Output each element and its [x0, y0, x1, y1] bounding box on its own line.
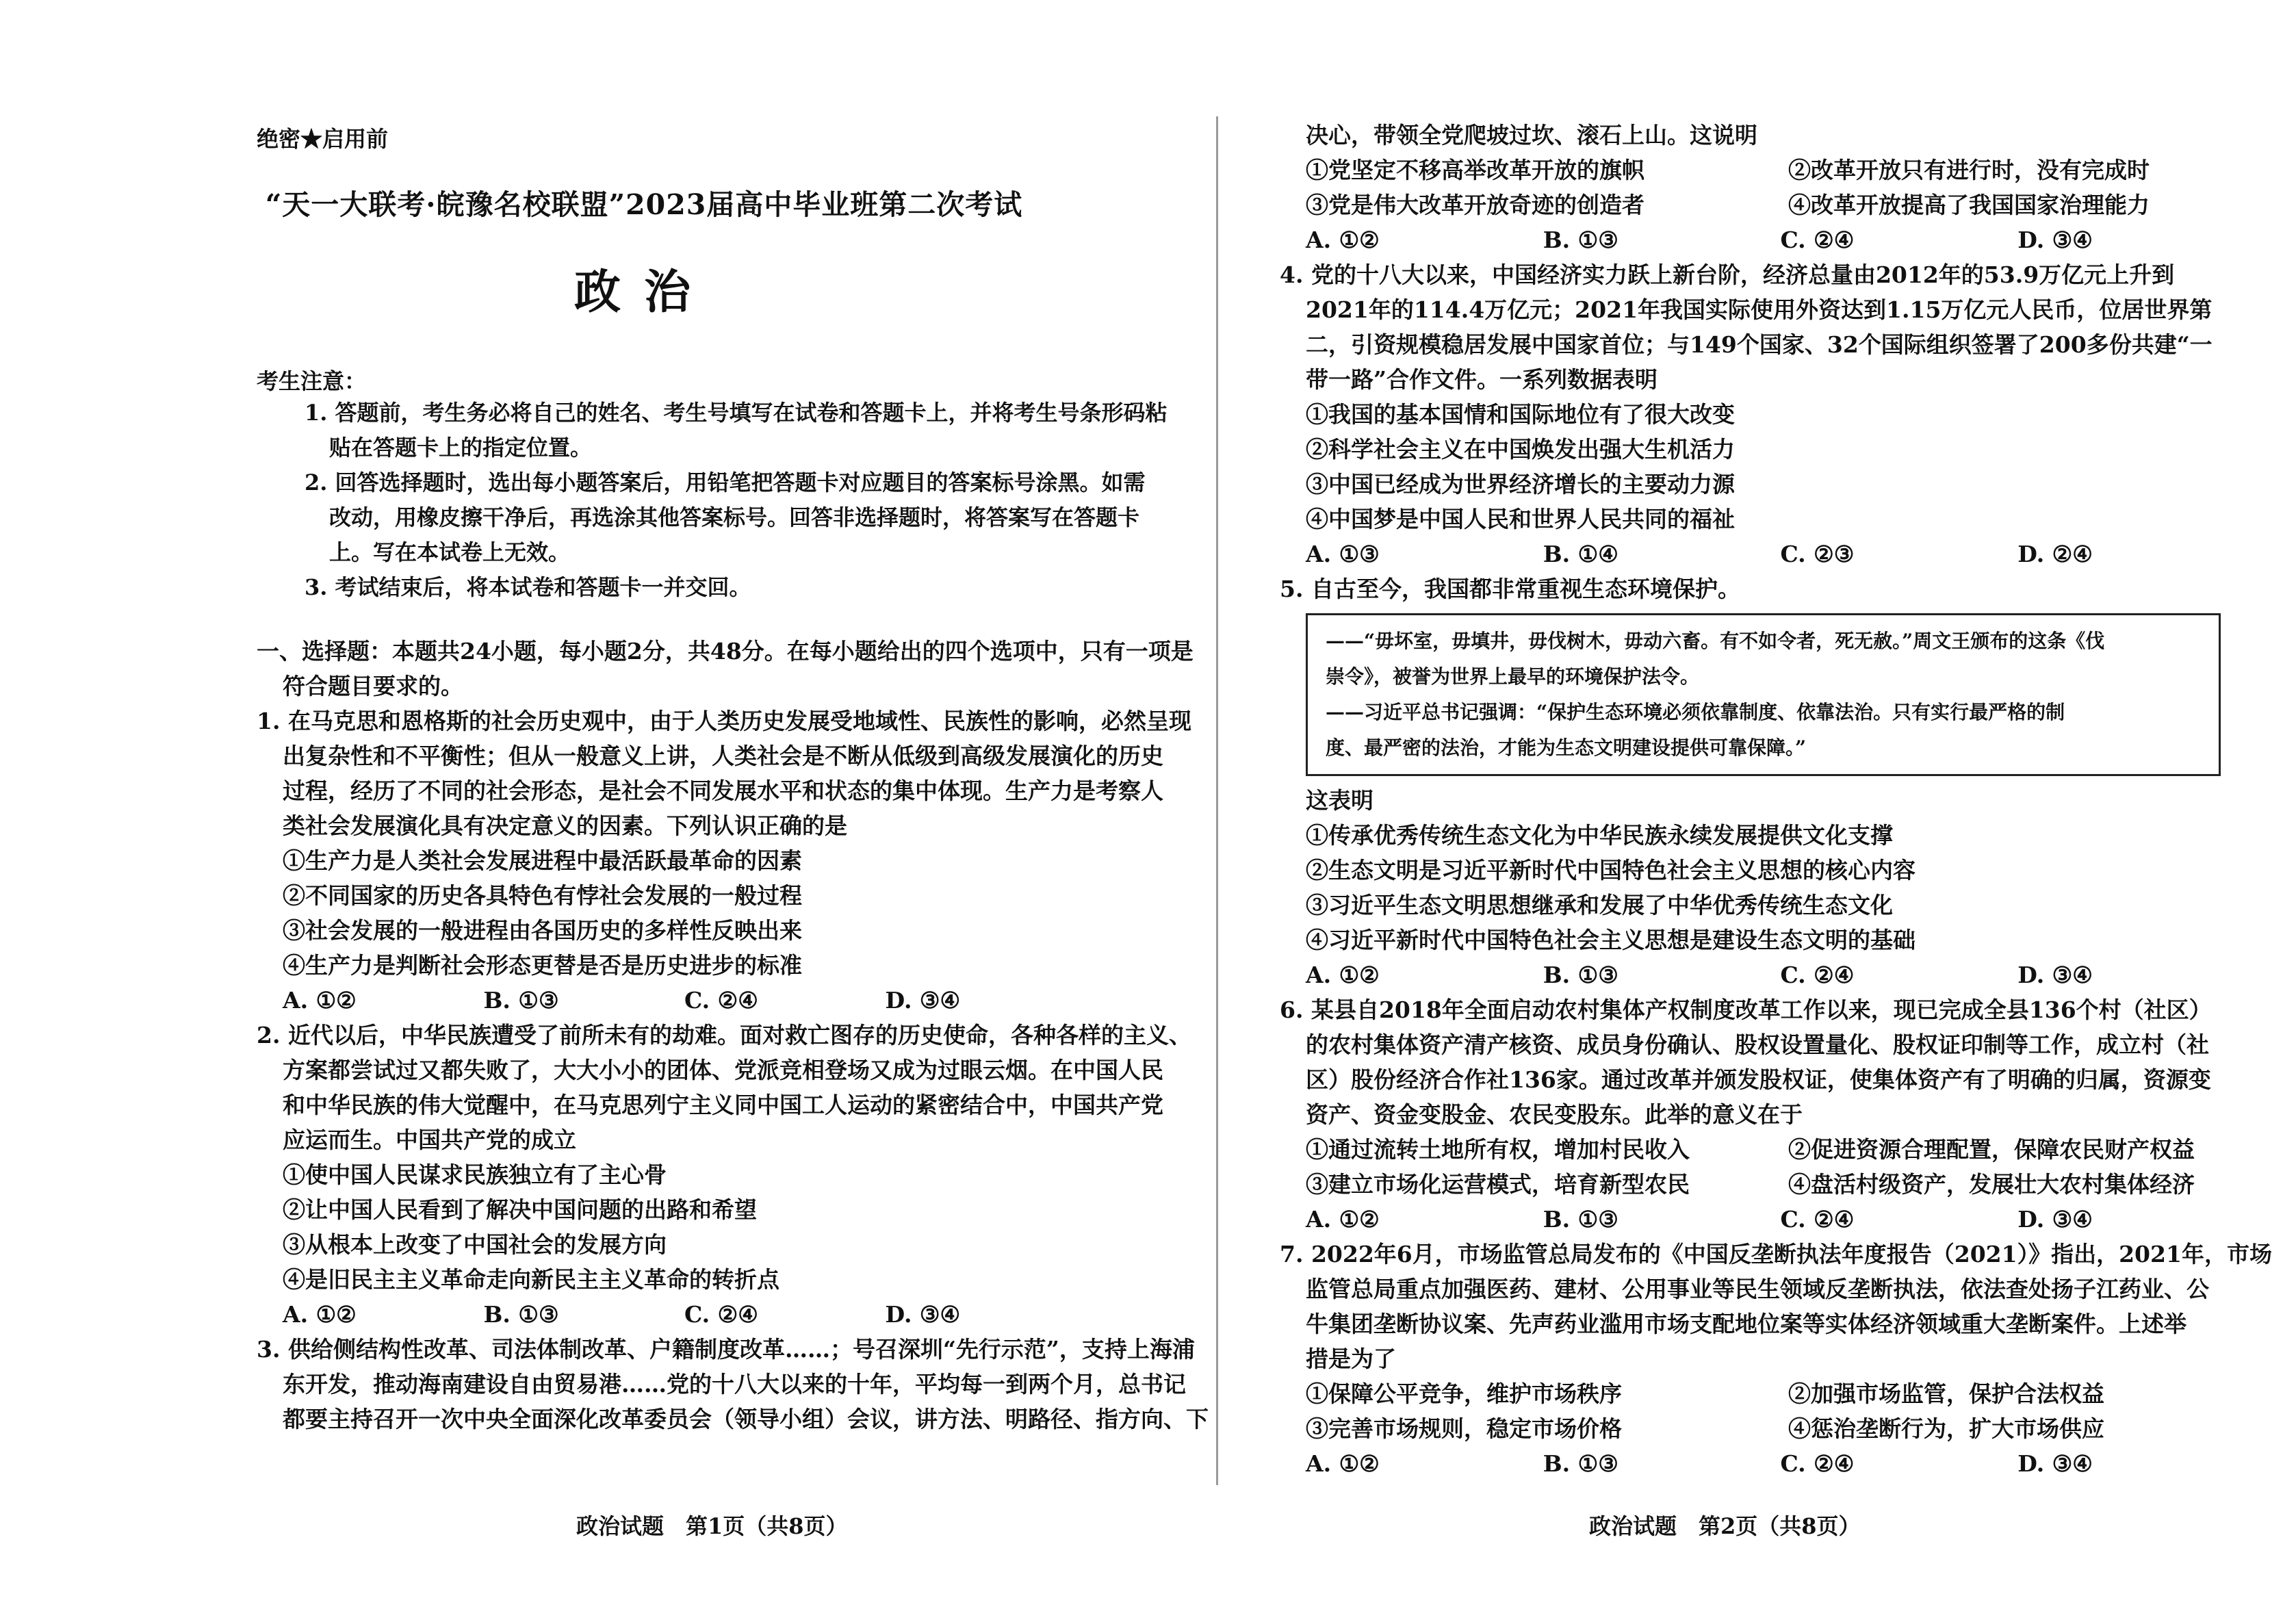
statement-option: ①使中国人民谋求民族独立有了主心骨 [283, 1161, 667, 1188]
choice-b[interactable]: B. ①③ [483, 987, 559, 1014]
section-heading-cont: 符合题目要求的。 [283, 673, 463, 699]
choice-a[interactable]: A. ①② [283, 1301, 357, 1328]
subject-title: 政治 [573, 265, 714, 320]
choice-b[interactable]: B. ①③ [1543, 1450, 1618, 1477]
notice-line: 上。写在本试卷上无效。 [329, 539, 571, 565]
choice-d[interactable]: D. ③④ [2017, 1450, 2093, 1477]
choice-a[interactable]: A. ①② [1306, 1206, 1380, 1233]
choice-c[interactable]: C. ②④ [1780, 962, 1855, 988]
answer-choices [1280, 957, 2255, 992]
statement-option: ②生态文明是习近平新时代中国特色社会主义思想的核心内容 [1306, 857, 1916, 884]
notice-line: 改动，用橡皮擦干净后，再选涂其他答案标号。回答非选择题时，将答案写在答题卡 [329, 504, 1140, 530]
question-stem: 东开发，推动海南建设自由贸易港……党的十八大以来的十年，平均每一到两个月，总书记 [283, 1371, 1186, 1398]
answer-choices [1280, 1446, 2255, 1481]
choice-b[interactable]: B. ①③ [1543, 1206, 1618, 1233]
statement-option: ②不同国家的历史各具特色有悖社会发展的一般过程 [283, 882, 802, 909]
statement-option: ②加强市场监管，保护合法权益 [1788, 1380, 2104, 1407]
choice-d[interactable]: D. ③④ [2017, 227, 2093, 253]
question-stem: 5. 自古至今，我国都非常重视生态环境保护。 [1280, 576, 1740, 602]
statement-option: ②改革开放只有进行时，没有完成时 [1788, 157, 2150, 183]
statement-option: ③完善市场规则，稳定市场价格 [1306, 1415, 1622, 1442]
statement-option: ②让中国人民看到了解决中国问题的出路和希望 [283, 1196, 757, 1223]
question-stem: 措是为了 [1306, 1346, 1396, 1372]
question-stem: 6. 某县自2018年全面启动农村集体产权制度改革工作以来，现已完成全县136个村（社区） [1280, 996, 2212, 1023]
statement-option-row [1280, 1376, 2255, 1411]
exam-page-2 [1225, 0, 2296, 1622]
choice-b[interactable]: B. ①③ [1543, 227, 1618, 253]
question-stem: 过程，经历了不同的社会形态，是社会不同发展水平和状态的集中体现。生产力是考察人 [283, 777, 1163, 804]
choice-d[interactable]: D. ③④ [2017, 962, 2093, 988]
question-stem: 都要主持召开一次中央全面深化改革委员会（领导小组）会议，讲方法、明路径、指方向、下 [283, 1406, 1209, 1432]
statement-option: ④生产力是判断社会形态更替是否是历史进步的标准 [283, 952, 802, 979]
statement-option: ③党是伟大改革开放奇迹的创造者 [1306, 192, 1644, 218]
statement-option: ①我国的基本国情和国际地位有了很大改变 [1306, 401, 1735, 428]
statement-option: ④习近平新时代中国特色社会主义思想是建设生态文明的基础 [1306, 927, 1916, 953]
question-4 [1280, 257, 2255, 571]
column-divider [1216, 116, 1218, 1485]
choice-b[interactable]: B. ①③ [483, 1301, 559, 1328]
statement-option: ③建立市场化运营模式，培育新型农民 [1306, 1171, 1690, 1198]
quote-line: ——习近平总书记强调：“保护生态环境必须依靠制度、依靠法治。只有实行最严格的制 [1326, 701, 2065, 723]
choice-b[interactable]: B. ①④ [1543, 541, 1618, 567]
section-heading: 一、选择题：本题共24小题，每小题2分，共48分。在每小题给出的四个选项中，只有一项是 [257, 638, 1194, 665]
question-stem: 区）股份经济合作社136家。通过改革并颁发股权证，使集体资产有了明确的归属，资源变 [1306, 1066, 2211, 1093]
question-1 [257, 704, 1191, 1018]
question-stem: 7. 2022年6月，市场监管总局发布的《中国反垄断执法年度报告（2021）》指出，2021年，市场 [1280, 1241, 2272, 1267]
choice-a[interactable]: A. ①② [283, 987, 357, 1014]
statement-option: ④惩治垄断行为，扩大市场供应 [1788, 1415, 2104, 1442]
confidential-mark: 绝密★启用前 [257, 126, 389, 152]
page-footer: 政治试题 第1页（共8页） [576, 1513, 848, 1539]
question-stem: 资产、资金变股金、农民变股东。此举的意义在于 [1306, 1101, 1803, 1128]
choice-c[interactable]: C. ②④ [1780, 227, 1855, 253]
statement-option-row [1280, 1411, 2255, 1446]
question-stem: 出复杂性和不平衡性；但从一般意义上讲，人类社会是不断从低级到高级发展演化的历史 [283, 743, 1163, 769]
statement-option: ③习近平生态文明思想继承和发展了中华优秀传统生态文化 [1306, 892, 1893, 918]
question-stem: 决心，带领全党爬坡过坎、滚石上山。这说明 [1306, 122, 1757, 149]
statement-option: ③社会发展的一般进程由各国历史的多样性反映出来 [283, 917, 802, 944]
statement-option-row [1280, 188, 2255, 222]
statement-option: ①保障公平竞争，维护市场秩序 [1306, 1380, 1622, 1407]
statement-option: ①传承优秀传统生态文化为中华民族永续发展提供文化支撑 [1306, 822, 1893, 849]
question-lead: 这表明 [1306, 787, 1373, 814]
question-stem: 类社会发展演化具有决定意义的因素。下列认识正确的是 [283, 812, 847, 839]
question-stem: 监管总局重点加强医药、建材、公用事业等民生领域反垄断执法，依法查处扬子江药业、公 [1306, 1276, 2209, 1302]
question-stem: 4. 党的十八大以来，中国经济实力跃上新台阶，经济总量由2012年的53.9万亿元上升到 [1280, 261, 2175, 288]
answer-choices [257, 983, 1086, 1018]
question-stem: 2. 近代以后，中华民族遭受了前所未有的劫难。面对救亡图存的历史使命，各种各样的主义、 [257, 1022, 1191, 1048]
question-stem: 3. 供给侧结构性改革、司法体制改革、户籍制度改革……；号召深圳“先行示范”，支持上海浦 [257, 1336, 1195, 1363]
statement-option: ③中国已经成为世界经济增长的主要动力源 [1306, 471, 1735, 498]
choice-d[interactable]: D. ②④ [2017, 541, 2093, 567]
statement-option: ④盘活村级资产，发展壮大农村集体经济 [1788, 1171, 2195, 1198]
choice-a[interactable]: A. ①② [1306, 962, 1380, 988]
question-2 [257, 1018, 1191, 1332]
choice-a[interactable]: A. ①③ [1306, 541, 1380, 567]
question-stem: 2021年的114.4万亿元；2021年我国实际使用外资达到1.15万亿元人民币，位居世界第 [1306, 296, 2213, 323]
question-stem: 应运而生。中国共产党的成立 [283, 1127, 576, 1153]
statement-option: ①通过流转土地所有权，增加村民收入 [1306, 1136, 1690, 1163]
choice-c[interactable]: C. ②④ [684, 1301, 758, 1328]
question-3-continued [1280, 118, 2255, 257]
choice-d[interactable]: D. ③④ [885, 987, 961, 1014]
question-stem: 牛集团垄断协议案、先声药业滥用市场支配地位案等实体经济领域重大垄断案件。上述举 [1306, 1311, 2187, 1337]
choice-c[interactable]: C. ②④ [1780, 1206, 1855, 1233]
choice-a[interactable]: A. ①② [1306, 1450, 1380, 1477]
statement-option-row [1280, 1167, 2255, 1202]
statement-option: ①生产力是人类社会发展进程中最活跃最革命的因素 [283, 847, 802, 874]
choice-c[interactable]: C. ②③ [1780, 541, 1855, 567]
question-3 [257, 1332, 1209, 1437]
statement-option: ②促进资源合理配置，保障农民财产权益 [1788, 1136, 2195, 1163]
notice-line: 贴在答题卡上的指定位置。 [329, 435, 593, 461]
page-footer: 政治试题 第2页（共8页） [1589, 1513, 1861, 1539]
question-stem: 方案都尝试过又都失败了，大大小小的团体、党派竞相登场又成为过眼云烟。在中国人民 [283, 1057, 1163, 1083]
notice-line: 1. 答题前，考生务必将自己的姓名、考生号填写在试卷和答题卡上，并将考生号条形码粘 [305, 400, 1168, 426]
statement-option: ③从根本上改变了中国社会的发展方向 [283, 1231, 667, 1258]
statement-option: ④改革开放提高了我国国家治理能力 [1788, 192, 2150, 218]
answer-choices [1280, 222, 2255, 257]
choice-b[interactable]: B. ①③ [1543, 962, 1618, 988]
notice-line: 3. 考试结束后，将本试卷和答题卡一并交回。 [305, 574, 751, 600]
quote-line: 度、最严密的法治，才能为生态文明建设提供可靠保障。” [1326, 736, 1807, 759]
question-7 [1280, 1237, 2272, 1481]
choice-a[interactable]: A. ①② [1306, 227, 1380, 253]
notice-line: 2. 回答选择题时，选出每小题答案后，用铅笔把答题卡对应题目的答案标号涂黑。如需 [305, 469, 1146, 495]
answer-choices [257, 1297, 1086, 1332]
question-stem: 1. 在马克思和恩格斯的社会历史观中，由于人类历史发展受地域性、民族性的影响，必然呈现 [257, 708, 1191, 734]
statement-option-row [1280, 153, 2255, 188]
choice-d[interactable]: D. ③④ [885, 1301, 961, 1328]
question-stem: 带一路”合作文件。一系列数据表明 [1306, 366, 1657, 393]
statement-option-row [1280, 1132, 2255, 1167]
choice-d[interactable]: D. ③④ [2017, 1206, 2093, 1233]
question-stem: 和中华民族的伟大觉醒中，在马克思列宁主义同中国工人运动的紧密结合中，中国共产党 [283, 1092, 1163, 1118]
question-6 [1280, 992, 2255, 1237]
answer-choices [1280, 1202, 2255, 1237]
statement-option: ②科学社会主义在中国焕发出强大生机活力 [1306, 436, 1735, 463]
quote-line: 崇令》，被誉为世界上最早的环境保护法令。 [1326, 665, 1700, 688]
question-stem: 二，引资规模稳居发展中国家首位；与149个国家、32个国际组织签署了200多份共建“一 [1306, 331, 2213, 358]
question-5 [1280, 571, 2255, 992]
answer-choices [1280, 537, 2255, 571]
statement-option: ④是旧民主主义革命走向新民主主义革命的转折点 [283, 1266, 779, 1293]
quote-box [1306, 613, 2221, 776]
statement-option: ④中国梦是中国人民和世界人民共同的福祉 [1306, 506, 1735, 532]
notice-heading: 考生注意： [257, 368, 367, 394]
choice-c[interactable]: C. ②④ [684, 987, 758, 1014]
statement-option: ①党坚定不移高举改革开放的旗帜 [1306, 157, 1644, 183]
question-stem: 的农村集体资产清产核资、成员身份确认、股权设置量化、股权证印制等工作，成立村（社 [1306, 1031, 2209, 1058]
choice-c[interactable]: C. ②④ [1780, 1450, 1855, 1477]
exam-title: “天一大联考·皖豫名校联盟”2023届高中毕业班第二次考试 [265, 188, 1023, 221]
quote-line: ——“毋坏室，毋填井，毋伐树木，毋动六畜。有不如令者，死无赦。”周文王颁布的这条《伐 [1326, 630, 2105, 652]
